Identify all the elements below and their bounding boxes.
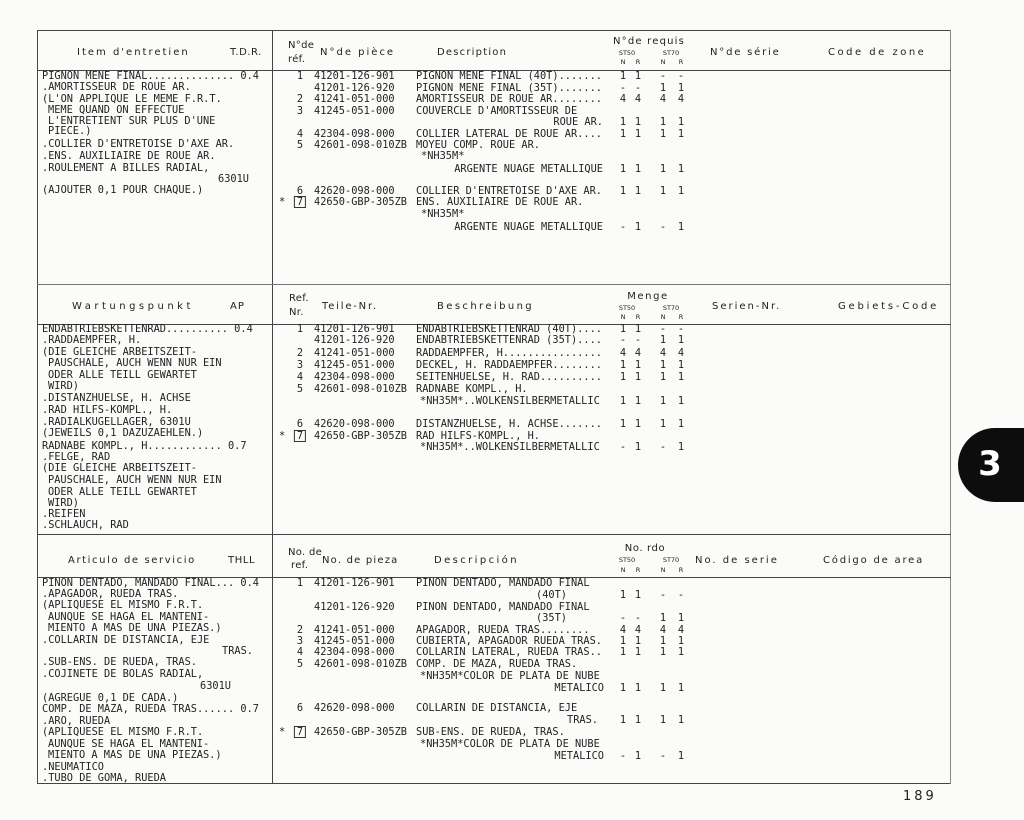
part-number: 42650-GBP-305ZB (314, 726, 407, 738)
description: SUB-ENS. DE RUEDA, TRAS. (416, 726, 565, 738)
quantity-cell: 1 (677, 163, 685, 175)
quantity-cell: - (659, 750, 667, 762)
header-ref_line1: Ref. (289, 293, 309, 304)
quantity-cell: 1 (634, 163, 642, 175)
quantity-cell: 1 (619, 646, 627, 658)
ref-number: 3 (296, 635, 304, 647)
quantity-cell: - (619, 612, 627, 624)
ref-number: 4 (296, 371, 304, 383)
header-zone: Code de zone (828, 47, 927, 58)
description: PINON DENTADO, MANDADO FINAL (416, 601, 590, 613)
quantity-cell: 1 (634, 750, 642, 762)
ref-number: 2 (296, 624, 304, 636)
quantity-cell: 4 (677, 624, 685, 636)
service-item-line: (DIE GLEICHE ARBEITSZEIT- (42, 346, 197, 358)
quantity-cell: 4 (634, 93, 642, 105)
service-item-line: .ARO, RUEDA (42, 715, 111, 727)
quantity-cell: 1 (619, 116, 627, 128)
quantity-cell: 1 (677, 116, 685, 128)
service-item-line: .NEUMATICO (42, 761, 104, 773)
quantity-cell: 1 (659, 635, 667, 647)
quantity-cell: - (677, 323, 685, 335)
header-model2: ST70 (662, 304, 680, 312)
service-item-line: .APAGADOR, RUEDA TRAS. (42, 588, 179, 600)
service-item-line: (L'ON APPLIQUE LE MEME F.R.T. (42, 93, 222, 105)
quantity-cell: 1 (619, 163, 627, 175)
description: ENS. AUXILIAIRE DE ROUE AR. (416, 196, 584, 208)
header-qty_sub-1: R (635, 566, 641, 574)
quantity-cell: 1 (677, 128, 685, 140)
quantity-cell: 1 (634, 359, 642, 371)
service-item-line: (AGREGUE 0,1 DE CADA.) (42, 692, 179, 704)
header-qty_sub-1: R (635, 313, 641, 321)
quantity-cell: 1 (619, 714, 627, 726)
part-number: 41201-126-920 (314, 82, 395, 94)
description: ENDABTRIEBSKETTENRAD (40T).... (416, 323, 602, 335)
description: *NH35M*..WOLKENSILBERMETALLIC (420, 395, 600, 407)
description: *NH35M*COLOR DE PLATA DE NUBE (420, 738, 600, 750)
service-item-line: .COLLIER D'ENTRETOISE D'AXE AR. (42, 138, 235, 150)
description: DISTANZHUELSE, H. ACHSE....... (416, 418, 602, 430)
description: *NH35M* (421, 208, 465, 220)
quantity-cell: 1 (677, 750, 685, 762)
header-qty_sub-0: N (620, 58, 626, 66)
header-part: Teile-Nr. (322, 301, 378, 312)
quantity-cell: - (659, 221, 667, 233)
quantity-cell: - (677, 589, 685, 601)
header-ref_line2: Nr. (289, 307, 304, 318)
description: TRAS. (567, 714, 598, 726)
quantity-cell: 1 (619, 635, 627, 647)
quantity-cell: - (619, 82, 627, 94)
description: COLLARIN LATERAL, RUEDA TRAS.. (416, 646, 602, 658)
description: COLLIER D'ENTRETOISE D'AXE AR. (416, 185, 602, 197)
quantity-cell: - (619, 221, 627, 233)
quantity-cell: 4 (634, 347, 642, 359)
quantity-cell: 4 (677, 347, 685, 359)
service-item-line: WIRD) (48, 380, 79, 392)
part-number: 42304-098-000 (314, 646, 395, 658)
service-item-line: .COLLARIN DE DISTANCIA, EJE (42, 634, 210, 646)
header-ref_line1: N°de (288, 40, 315, 51)
header-model1: ST50 (618, 49, 636, 57)
part-number: 41245-051-000 (314, 359, 395, 371)
new-part-marker: * (279, 430, 286, 442)
part-number: 42601-098-010ZB (314, 139, 407, 151)
description: *NH35M*COLOR DE PLATA DE NUBE (420, 670, 600, 682)
service-item-line: .RADDAEMPFER, H. (42, 334, 142, 346)
header-qty: No. rdo (624, 543, 666, 554)
quantity-cell: 1 (634, 635, 642, 647)
quantity-cell: 1 (677, 441, 685, 453)
part-number: 42304-098-000 (314, 128, 395, 140)
service-item-line: (DIE GLEICHE ARBEITSZEIT- (42, 462, 197, 474)
new-part-marker: * (279, 726, 286, 738)
quantity-cell: 1 (659, 163, 667, 175)
ref-number: 1 (296, 577, 304, 589)
description: AMORTISSEUR DE ROUE AR........ (416, 93, 602, 105)
quantity-cell: - (619, 334, 627, 346)
service-item-line: .RADIALKUGELLAGER, 6301U (42, 416, 191, 428)
service-item-line: 6301U (200, 680, 231, 692)
header-model2: ST70 (662, 556, 680, 564)
description: SEITENHUELSE, H. RAD.......... (416, 371, 602, 383)
quantity-cell: 1 (634, 589, 642, 601)
header-description: Descripción (434, 555, 519, 566)
quantity-cell: 1 (634, 70, 642, 82)
part-number: 41241-051-000 (314, 624, 395, 636)
header-part: N°de pièce (320, 47, 396, 58)
header-rate: T.D.R. (230, 47, 262, 58)
quantity-cell: 1 (634, 323, 642, 335)
frame-right-line (950, 30, 951, 784)
description: COMP. DE MAZA, RUEDA TRAS. (416, 658, 578, 670)
quantity-cell: 1 (677, 714, 685, 726)
quantity-cell: - (659, 441, 667, 453)
quantity-cell: 1 (619, 589, 627, 601)
quantity-cell: 1 (619, 371, 627, 383)
ref-number: 7 (294, 726, 306, 738)
part-number: 42620-098-000 (314, 702, 395, 714)
service-item-line: .AMORTISSEUR DE ROUE AR. (42, 81, 191, 93)
header-qty_sub-3: R (678, 313, 684, 321)
service-item-line: L'ENTRETIENT SUR PLUS D'UNE (48, 115, 216, 127)
header-description: Description (437, 47, 508, 58)
description: COLLIER LATERAL DE ROUE AR.... (416, 128, 602, 140)
ref-number: 6 (296, 185, 304, 197)
quantity-cell: 4 (619, 347, 627, 359)
quantity-cell: 1 (677, 185, 685, 197)
service-item-line: .DISTANZHUELSE, H. ACHSE (42, 392, 191, 404)
column-divider (272, 30, 273, 784)
ref-number: 1 (296, 70, 304, 82)
service-item-line: PINON DENTADO, MANDADO FINAL... 0.4 (42, 577, 259, 589)
header-rate: AP (230, 301, 245, 312)
description: ENDABTRIEBSKETTENRAD (35T).... (416, 334, 602, 346)
ref-number: 2 (296, 93, 304, 105)
ref-number: 7 (294, 196, 306, 208)
quantity-cell: - (619, 750, 627, 762)
quantity-cell: 1 (659, 682, 667, 694)
service-item-line: PIGNON MENE FINAL.............. 0.4 (42, 70, 259, 82)
ref-number: 6 (296, 418, 304, 430)
header-ref_line1: No. de (288, 547, 323, 558)
section-1-2-divider (37, 284, 951, 285)
description: MOYEU COMP. ROUE AR. (416, 139, 540, 151)
service-item-line: ENDABTRIEBSKETTENRAD.......... 0.4 (42, 323, 253, 335)
header-qty_sub-2: N (660, 313, 666, 321)
header-ref_line2: ref. (291, 560, 309, 571)
frame-bottom-line (37, 783, 951, 784)
part-number: 42620-098-000 (314, 418, 395, 430)
quantity-cell: 1 (659, 714, 667, 726)
quantity-cell: 1 (634, 221, 642, 233)
part-number: 42304-098-000 (314, 371, 395, 383)
quantity-cell: 4 (659, 624, 667, 636)
part-number: 41245-051-000 (314, 635, 395, 647)
header-rate: THLL (228, 555, 256, 566)
service-item-line: AUNQUE SE HAGA EL MANTENI- (48, 738, 210, 750)
description: RAD HILFS-KOMPL., H. (416, 430, 540, 442)
description: RADNABE KOMPL., H. (416, 383, 528, 395)
quantity-cell: 1 (634, 395, 642, 407)
header-serial: Serien-Nr. (712, 301, 782, 312)
frame-left-line (37, 30, 38, 784)
description: PINON DENTADO, MANDADO FINAL (416, 577, 590, 589)
header-qty_sub-1: R (635, 58, 641, 66)
description: ARGENTE NUAGE METALLIQUE (454, 221, 603, 233)
quantity-cell: 1 (659, 334, 667, 346)
quantity-cell: 1 (659, 116, 667, 128)
ref-number: 4 (296, 128, 304, 140)
quantity-cell: 1 (659, 185, 667, 197)
service-item-line: .REIFEN (42, 508, 86, 520)
service-item-line: TRAS. (222, 645, 253, 657)
service-item-line: .COJINETE DE BOLAS RADIAL, (42, 668, 204, 680)
ref-number: 3 (296, 105, 304, 117)
description: ARGENTE NUAGE METALLIQUE (454, 163, 603, 175)
header-description: Beschreibung (437, 301, 535, 312)
description: *NH35M*..WOLKENSILBERMETALLIC (420, 441, 600, 453)
ref-number: 1 (296, 323, 304, 335)
quantity-cell: - (634, 82, 642, 94)
quantity-cell: 1 (677, 395, 685, 407)
part-number: 42601-098-010ZB (314, 658, 407, 670)
quantity-cell: 1 (634, 714, 642, 726)
ref-number: 5 (296, 658, 304, 670)
page-number: 189 (903, 789, 937, 804)
description: PIGNON MENE FINAL (40T)....... (416, 70, 602, 82)
ref-number: 7 (294, 430, 306, 442)
quantity-cell: 1 (619, 70, 627, 82)
header-qty_sub-0: N (620, 313, 626, 321)
description: COUVERCLE D'AMORTISSEUR DE (416, 105, 578, 117)
quantity-cell: - (659, 589, 667, 601)
quantity-cell: 4 (677, 93, 685, 105)
quantity-cell: - (634, 612, 642, 624)
service-item-line: PAUSCHALE, AUCH WENN NUR EIN (48, 357, 222, 369)
description: (40T) (536, 589, 567, 601)
service-item-line: ODER ALLE TEILL GEWARTET (48, 486, 197, 498)
ref-number: 5 (296, 383, 304, 395)
header-qty_sub-2: N (660, 58, 666, 66)
service-item-line: ODER ALLE TEILL GEWARTET (48, 369, 197, 381)
header-qty_sub-3: R (678, 58, 684, 66)
chapter-tab (958, 428, 1024, 502)
quantity-cell: 1 (619, 395, 627, 407)
description: *NH35M* (421, 150, 465, 162)
quantity-cell: 1 (659, 82, 667, 94)
quantity-cell: - (659, 70, 667, 82)
header-serial: No. de serie (695, 555, 779, 566)
quantity-cell: 1 (659, 371, 667, 383)
quantity-cell: 1 (634, 646, 642, 658)
quantity-cell: 1 (659, 359, 667, 371)
ref-number: 5 (296, 139, 304, 151)
part-number: 41245-051-000 (314, 105, 395, 117)
description: (35T) (536, 612, 567, 624)
service-item-line: (APLIQUESE EL MISMO F.R.T. (42, 726, 204, 738)
quantity-cell: 4 (619, 93, 627, 105)
header-model2: ST70 (662, 49, 680, 57)
service-item-line: COMP. DE MAZA, RUEDA TRAS...... 0.7 (42, 703, 259, 715)
quantity-cell: 1 (677, 359, 685, 371)
description: APAGADOR, RUEDA TRAS........ (416, 624, 590, 636)
ref-number: 2 (296, 347, 304, 359)
description: METALICO (554, 682, 604, 694)
description: DECKEL, H. RADDAEMPFER........ (416, 359, 602, 371)
service-item-line: PAUSCHALE, AUCH WENN NUR EIN (48, 474, 222, 486)
quantity-cell: 4 (634, 624, 642, 636)
quantity-cell: 1 (634, 185, 642, 197)
header-qty: N°de requis (612, 36, 686, 47)
service-item-line: 6301U (218, 173, 249, 185)
quantity-cell: 4 (659, 347, 667, 359)
quantity-cell: 1 (677, 371, 685, 383)
description: CUBIERTA, APAGADOR RUEDA TRAS. (416, 635, 602, 647)
header-item: Wartungspunkt (72, 301, 194, 312)
service-item-line: .ROULEMENT A BILLES RADIAL, (42, 162, 210, 174)
service-item-line: MIENTO A MAS DE UNA PIEZAS.) (48, 749, 222, 761)
header-model1: ST50 (618, 556, 636, 564)
part-number: 41241-051-000 (314, 93, 395, 105)
service-item-line: .ENS. AUXILIAIRE DE ROUE AR. (42, 150, 216, 162)
quantity-cell: 1 (677, 418, 685, 430)
description: COLLARIN DE DISTANCIA, EJE (416, 702, 578, 714)
quantity-cell: 1 (677, 334, 685, 346)
quantity-cell: - (659, 323, 667, 335)
service-item-line: .SUB-ENS. DE RUEDA, TRAS. (42, 656, 197, 668)
quantity-cell: 1 (634, 128, 642, 140)
description: METALICO (554, 750, 604, 762)
frame-top-line (37, 30, 951, 31)
quantity-cell: 1 (677, 646, 685, 658)
quantity-cell: 1 (677, 682, 685, 694)
part-number: 41241-051-000 (314, 347, 395, 359)
part-number: 41201-126-901 (314, 323, 395, 335)
header-serial: N°de série (710, 47, 781, 58)
service-item-line: AUNQUE SE HAGA EL MANTENI- (48, 611, 210, 623)
header-part: No. de pieza (322, 555, 399, 566)
ref-number: 4 (296, 646, 304, 658)
header-item: Item d'entretien (77, 47, 190, 58)
header-item: Articulo de servicio (68, 555, 196, 566)
service-item-line: (APLIQUESE EL MISMO F.R.T. (42, 599, 204, 611)
service-item-line: MEME QUAND ON EFFECTUE (48, 104, 185, 116)
quantity-cell: 1 (619, 185, 627, 197)
quantity-cell: 1 (634, 116, 642, 128)
header-qty_sub-3: R (678, 566, 684, 574)
quantity-cell: - (677, 70, 685, 82)
service-item-line: PIECE.) (48, 125, 92, 137)
quantity-cell: 1 (619, 418, 627, 430)
header-model1: ST50 (618, 304, 636, 312)
quantity-cell: 1 (677, 635, 685, 647)
quantity-cell: 1 (677, 612, 685, 624)
service-item-line: MIENTO A MAS DE UNA PIEZAS.) (48, 622, 222, 634)
description: PIGNON MENE FINAL (35T)....... (416, 82, 602, 94)
quantity-cell: 1 (659, 128, 667, 140)
header-qty_sub-2: N (660, 566, 666, 574)
quantity-cell: 1 (619, 682, 627, 694)
header-ref_line2: réf. (288, 54, 306, 65)
part-number: 42650-GBP-305ZB (314, 196, 407, 208)
quantity-cell: 1 (659, 418, 667, 430)
header-zone: Gebiets-Code (838, 301, 940, 312)
part-number: 41201-126-920 (314, 601, 395, 613)
header-zone: Código de area (823, 555, 925, 566)
quantity-cell: 1 (619, 359, 627, 371)
service-item-line: (AJOUTER 0,1 POUR CHAQUE.) (42, 184, 204, 196)
part-number: 42601-098-010ZB (314, 383, 407, 395)
part-number: 41201-126-920 (314, 334, 395, 346)
service-item-line: WIRD) (48, 497, 79, 509)
header-qty_sub-0: N (620, 566, 626, 574)
service-item-line: .RAD HILFS-KOMPL., H. (42, 404, 173, 416)
quantity-cell: 1 (619, 128, 627, 140)
quantity-cell: 1 (677, 221, 685, 233)
quantity-cell: 1 (634, 371, 642, 383)
section-2-3-divider (37, 534, 951, 535)
chapter-tab-number: 3 (978, 444, 1002, 484)
service-item-line: .SCHLAUCH, RAD (42, 519, 129, 531)
quantity-cell: 1 (659, 395, 667, 407)
service-item-line: .TUBO DE GOMA, RUEDA (42, 772, 166, 784)
service-item-line: .FELGE, RAD (42, 451, 111, 463)
part-number: 42650-GBP-305ZB (314, 430, 407, 442)
part-number: 42620-098-000 (314, 185, 395, 197)
part-number: 41201-126-901 (314, 70, 395, 82)
service-item-line: RADNABE KOMPL., H............ 0.7 (42, 440, 247, 452)
part-number: 41201-126-901 (314, 577, 395, 589)
ref-number: 6 (296, 702, 304, 714)
quantity-cell: 4 (659, 93, 667, 105)
description: RADDAEMPFER, H................ (416, 347, 602, 359)
quantity-cell: 1 (634, 682, 642, 694)
new-part-marker: * (279, 196, 286, 208)
quantity-cell: - (619, 441, 627, 453)
quantity-cell: 1 (634, 441, 642, 453)
ref-number: 3 (296, 359, 304, 371)
quantity-cell: - (634, 334, 642, 346)
quantity-cell: 1 (677, 82, 685, 94)
quantity-cell: 1 (659, 646, 667, 658)
header-qty: Menge (627, 291, 669, 302)
service-item-line: (JEWEILS 0,1 DAZUZAEHLEN.) (42, 427, 204, 439)
quantity-cell: 1 (619, 323, 627, 335)
quantity-cell: 1 (634, 418, 642, 430)
quantity-cell: 4 (619, 624, 627, 636)
quantity-cell: 1 (659, 612, 667, 624)
description: ROUE AR. (553, 116, 603, 128)
